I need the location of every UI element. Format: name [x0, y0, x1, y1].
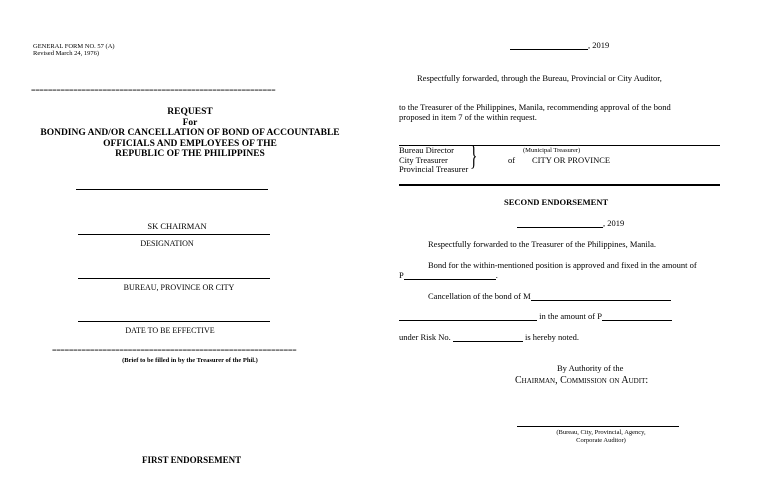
- amount-value-blank[interactable]: [602, 311, 672, 321]
- form-title: [30, 107, 350, 160]
- amount-label: in the amount of P: [539, 311, 602, 321]
- date-blank-2[interactable]: [517, 218, 603, 228]
- of-label: of: [508, 155, 516, 165]
- recommendation-line-1: to the Treasurer of the Philippines, Manila, recommending approval of the bond: [399, 102, 671, 112]
- divider-bottom: ==========================================================: [52, 346, 297, 355]
- provincial-treasurer-label: Provincial Treasurer: [399, 164, 469, 174]
- cancellation-field: [428, 291, 671, 301]
- name-line[interactable]: [76, 189, 268, 190]
- bureau-line[interactable]: [78, 278, 270, 279]
- section-divider: [399, 184, 720, 186]
- bond-amount-field: P .: [399, 270, 498, 280]
- forward-text: Respectfully forwarded, through the Bureau, Provincial or City Auditor,: [417, 73, 662, 83]
- date-field-1: [510, 40, 609, 50]
- brace-icon: }: [470, 141, 478, 172]
- bureau-label: BUREAU, PROVINCE OR CITY: [123, 283, 235, 292]
- bond-amount-blank[interactable]: [404, 270, 496, 280]
- revised-date: Revised March 24, 1976): [33, 50, 100, 57]
- title-republic: REPUBLIC OF THE PHILIPPINES: [115, 149, 265, 159]
- first-endorsement-heading: FIRST ENDORSEMENT: [142, 455, 242, 465]
- risk-suffix: is hereby noted.: [524, 332, 580, 342]
- authority-text: By Authority of the: [557, 363, 624, 373]
- risk-label: under Risk No.: [399, 332, 451, 342]
- auditor-signature-line[interactable]: [517, 426, 679, 427]
- date-field-2: [517, 218, 624, 228]
- title-bonding: BONDING AND/OR CANCELLATION OF BOND OF ACCOUNTABLE: [40, 128, 340, 138]
- recommendation-text: [399, 102, 671, 122]
- date-year-2: , 2019: [603, 218, 625, 228]
- title-officials: OFFICIALS AND EMPLOYEES OF THE: [103, 138, 277, 149]
- date-effective-label: DATE TO BE EFFECTIVE: [125, 326, 215, 335]
- title-for: For: [182, 117, 198, 128]
- peso-label: P: [399, 270, 404, 280]
- bond-approval-text: Bond for the within-mentioned position is approved and fixed in the amount of: [428, 260, 697, 270]
- recommendation-line-2: proposed in item 7 of the within request.: [399, 112, 537, 122]
- auditor-note: [517, 429, 685, 444]
- auditor-note-line-2: Corporate Auditor): [576, 436, 626, 444]
- date-effective-line[interactable]: [78, 321, 270, 322]
- city-or-province: CITY OR PROVINCE: [532, 155, 611, 165]
- date-year-1: , 2019: [588, 40, 610, 50]
- designation-label: DESIGNATION: [140, 239, 194, 248]
- title-request: REQUEST: [167, 107, 213, 117]
- amount-field: [399, 311, 672, 321]
- second-endorsement-heading: SECOND ENDORSEMENT: [504, 197, 609, 207]
- forward-text-2: Respectfully forwarded to the Treasurer of the Philippines, Manila.: [428, 239, 657, 249]
- municipal-treasurer-label: (Municipal Treasurer): [523, 147, 581, 154]
- chairman-coa: Chairman, Commission on Audit:: [515, 375, 649, 386]
- brief-note: (Brief to be filled in by the Treasurer of the Phil.): [122, 357, 258, 364]
- risk-field: [399, 332, 579, 342]
- risk-number-blank[interactable]: [453, 332, 523, 342]
- bureau-director-label: Bureau Director: [399, 145, 454, 155]
- cancellation-blank[interactable]: [531, 291, 671, 301]
- form-number: GENERAL FORM NO. 57 (A): [33, 43, 115, 50]
- cancellation-label: Cancellation of the bond of M: [428, 291, 531, 301]
- amount-name-blank[interactable]: [399, 311, 537, 321]
- official-titles: [399, 146, 468, 175]
- divider-top: ==========================================================: [31, 86, 276, 95]
- date-blank-1[interactable]: [510, 40, 588, 50]
- city-treasurer-label: City Treasurer: [399, 154, 448, 165]
- designation-line: [78, 234, 270, 235]
- auditor-note-line-1: (Bureau, City, Provincial, Agency,: [556, 429, 646, 436]
- designation-value[interactable]: SK CHAIRMAN: [147, 221, 207, 231]
